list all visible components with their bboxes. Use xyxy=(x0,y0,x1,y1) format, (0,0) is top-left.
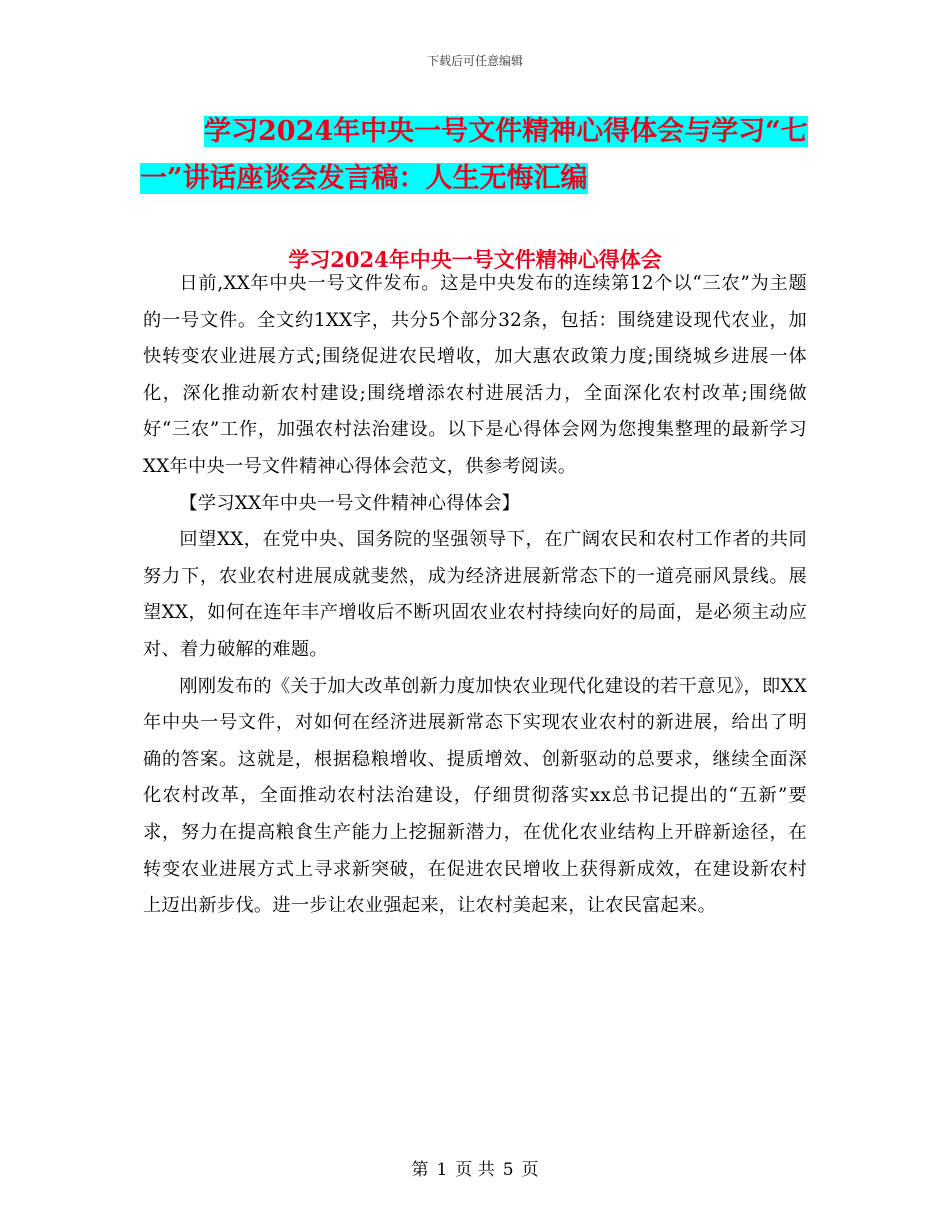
paragraph-intro: 日前,XX年中央一号文件发布。这是中央发布的连续第12个以“三农”为主题的一号文件。全文约1XX字，共分5个部分32条，包括：围绕建设现代农业，加快转变农业进展方式;围绕促进农民增收，加大惠农政策力度;围绕城乡进展一体化，深化推动新农村建设;围绕增添农村进展活力，全面深化农村改革;围绕做好“三农”工作，加强农村法治建设。以下是心得体会网为您搜集整理的最新学习XX年中央一号文件精神心得体会范文，供参考阅读。 xyxy=(143,273,807,477)
section-title: 学习2024年中央一号文件精神心得体会 xyxy=(288,247,662,272)
footer-label-end: 页 xyxy=(521,1160,539,1180)
footer-label-of: 页 共 xyxy=(455,1160,495,1180)
page-footer xyxy=(0,1155,950,1180)
header-note: 下载后可任意编辑 xyxy=(426,54,523,68)
footer-current-page: 1 xyxy=(436,1160,448,1180)
document-title xyxy=(140,108,820,202)
paragraph-review: 回望XX，在党中央、国务院的坚强领导下，在广阔农民和农村工作者的共同努力下，农业农村进展成就斐然，成为经济进展新常态下的一道亮丽风景线。展望XX，如何在连年丰产增收后不断巩固农业农村持续向好的局面，是必须主动应对、着力破解的难题。 xyxy=(143,529,807,660)
body-text xyxy=(143,266,807,925)
footer-label-page: 第 xyxy=(411,1160,429,1180)
title-highlight-2: 一”讲话座谈会发言稿：人生无悔汇编 xyxy=(140,163,588,194)
paragraph-subheading: 【学习XX年中央一号文件精神心得体会】 xyxy=(179,492,521,514)
footer-total-pages: 5 xyxy=(502,1160,514,1180)
document-title-line-2 xyxy=(140,155,820,202)
paragraph-opinion: 刚刚发布的《关于加大改革创新力度加快农业现代化建设的若干意见》，即XX年中央一号文件，对如何在经济进展新常态下实现农业农村的新进展，给出了明确的答案。这就是，根据稳粮增收、提质增效、创新驱动的总要求，继续全面深化农村改革，全面推动农村法治建设，仔细贯彻落实xx总书记提出的“五新”要求，努力在提高粮食生产能力上挖掘新潜力，在优化农业结构上开辟新途径，在转变农业进展方式上寻求新突破，在促进农民增收上获得新成效，在建设新农村上迈出新步伐。进一步让农业强起来，让农村美起来，让农民富起来。 xyxy=(143,675,807,917)
title-highlight-1: 学习2024年中央一号文件精神心得体会与学习“七 xyxy=(204,116,808,147)
document-title-line-1 xyxy=(140,108,820,155)
